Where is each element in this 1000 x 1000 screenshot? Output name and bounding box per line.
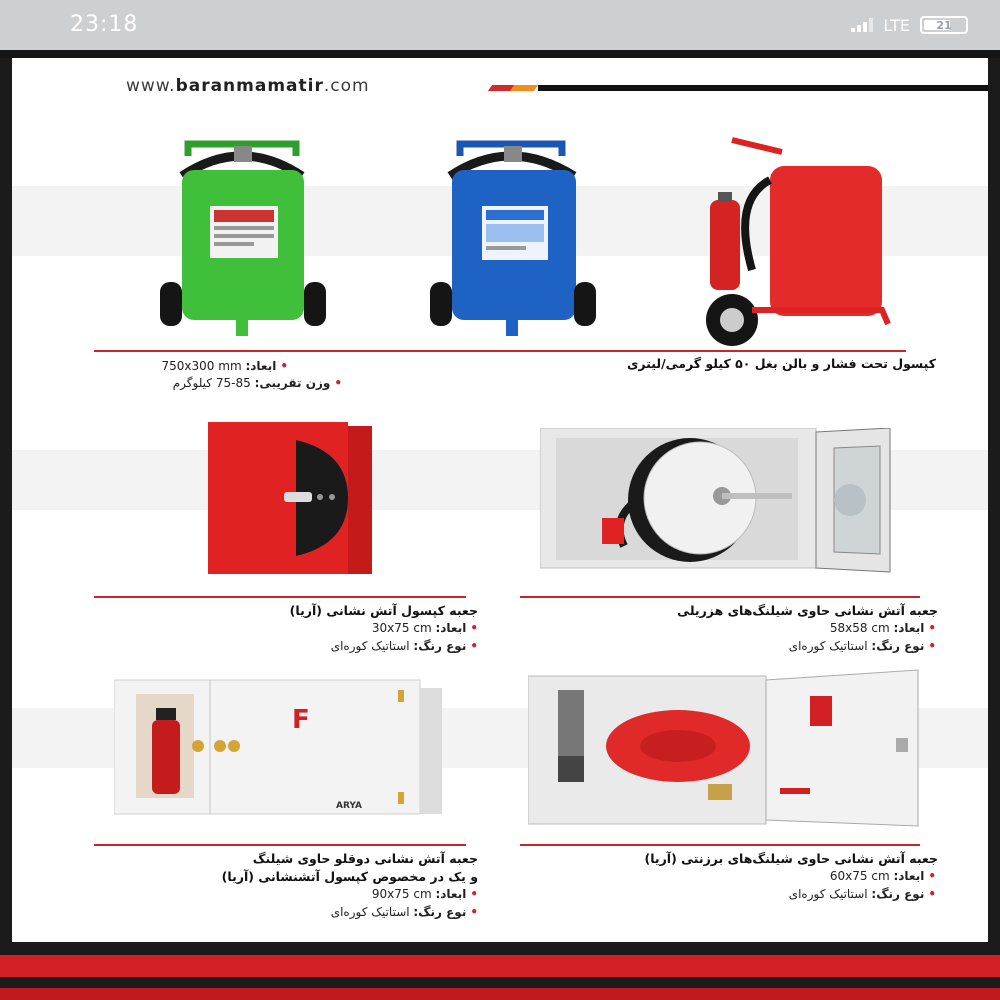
- product-spec: •ابعاد: 90x75 cm: [371, 887, 478, 901]
- product-spec: •نوع رنگ: استاتیک کوره‌ای: [330, 639, 478, 653]
- battery-level: 21: [936, 18, 952, 32]
- product-divider: [94, 350, 906, 352]
- status-time: 23:18: [70, 12, 139, 37]
- signal-icon: [851, 18, 873, 32]
- product-spec: •ابعاد: 58x58 cm: [829, 621, 936, 635]
- website-url[interactable]: www.baranmamatir.com: [126, 76, 370, 96]
- product-title: و یک در مخصوص کپسول آتشنشانی (آریا): [221, 869, 478, 884]
- product-spec: •نوع رنگ: استاتیک کوره‌ای: [788, 639, 936, 653]
- network-type: LTE: [883, 15, 910, 35]
- product-title: کپسول تحت فشار و بالن بغل ۵۰ کیلو گرمی/لیتری: [626, 356, 936, 371]
- cabinet-letter: F: [292, 705, 310, 735]
- product-divider: [520, 596, 920, 598]
- product-title: جعبه آتش نشانی حاوی شیلنگ‌های برزنتی (آریا): [644, 851, 938, 866]
- product-divider: [94, 596, 466, 598]
- status-bar: [0, 0, 1000, 50]
- catalog-page: [12, 58, 988, 942]
- green-wheeled-extinguisher-image: [152, 136, 332, 346]
- blue-wheeled-extinguisher-image: [420, 136, 600, 346]
- header-stripe-orange: [510, 85, 538, 91]
- product-spec: •ابعاد: 60x75 cm: [829, 869, 936, 883]
- product-spec: •ابعاد: 750x300 mm: [161, 359, 288, 373]
- twin-hose-cabinet-image: [114, 674, 444, 820]
- product-title: جعبه آتش نشانی حاوی شیلنگ‌های هزریلی: [677, 603, 938, 618]
- product-title: جعبه کپسول آتش نشانی (آریا): [289, 603, 478, 618]
- status-indicators: [851, 15, 968, 35]
- product-title: جعبه آتش نشانی دوقلو حاوی شیلنگ: [252, 851, 478, 866]
- header-stripe-black: [538, 85, 988, 91]
- product-divider: [94, 844, 466, 846]
- red-trolley-extinguisher-image: [692, 130, 892, 350]
- product-spec: •نوع رنگ: استاتیک کوره‌ای: [330, 905, 478, 919]
- product-spec: •نوع رنگ: استاتیک کوره‌ای: [788, 887, 936, 901]
- red-extinguisher-cabinet-image: [208, 422, 384, 578]
- product-spec: •وزن تقریبی: 85-75 کیلوگرم: [172, 376, 342, 390]
- cabinet-brand: ARYA: [336, 801, 363, 811]
- hose-reel-cabinet-image: [540, 428, 896, 574]
- canvas-hose-cabinet-image: [528, 666, 924, 828]
- battery-icon: [920, 16, 968, 34]
- footer-band-red-bottom: [0, 988, 1000, 1000]
- footer-band-red: [0, 955, 1000, 977]
- product-divider: [520, 844, 920, 846]
- divider-bar: [0, 50, 1000, 58]
- product-spec: •ابعاد: 30x75 cm: [371, 621, 478, 635]
